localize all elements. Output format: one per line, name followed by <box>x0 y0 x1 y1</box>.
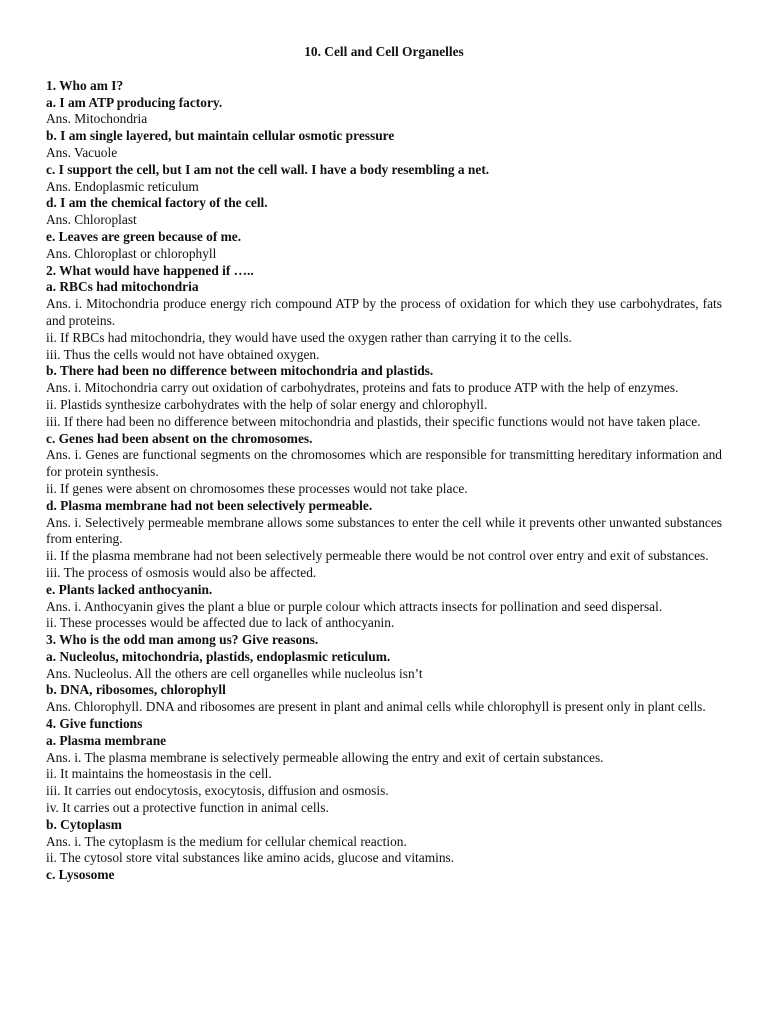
question-heading: 2. What would have happened if ….. <box>46 262 254 278</box>
answer-text: ii. If RBCs had mitochondria, they would have used the oxygen rather than carrying it to the cells. <box>46 329 572 345</box>
sub-question: c. Lysosome <box>46 867 115 883</box>
question-heading: 3. Who is the odd man among us? Give reasons. <box>46 632 319 648</box>
answer-text: iii. Thus the cells would not have obtained oxygen. <box>46 346 320 362</box>
answer-text: Ans. i. The cytoplasm is the medium for cellular chemical reaction. <box>46 833 407 849</box>
sub-question: b. I am single layered, but maintain cellular osmotic pressure <box>46 128 395 144</box>
answer-text: iii. If there had been no difference between mitochondria and plastids, their specific functions would not have taken place. <box>46 413 701 429</box>
answer-text: Ans. Nucleolus. All the others are cell organelles while nucleolus isn’t <box>46 665 423 681</box>
question-heading: 4. Give functions <box>46 716 143 732</box>
document-page <box>46 44 722 884</box>
answer-text: Ans. Mitochondria <box>46 111 148 127</box>
sub-question: a. RBCs had mitochondria <box>46 279 199 295</box>
sub-question: b. DNA, ribosomes, chlorophyll <box>46 682 226 698</box>
sub-question: b. Cytoplasm <box>46 816 122 832</box>
answer-text: Ans. i. Selectively permeable membrane allows some substances to enter the cell while it prevents other unwanted substances from entering. <box>46 514 722 547</box>
sub-question: e. Leaves are green because of me. <box>46 228 242 244</box>
sub-question: c. I support the cell, but I am not the cell wall. I have a body resembling a net. <box>46 161 490 177</box>
question-heading: 1. Who am I? <box>46 77 124 93</box>
answer-text: Ans. Vacuole <box>46 144 118 160</box>
sub-question: a. Plasma membrane <box>46 732 167 748</box>
sub-question: e. Plants lacked anthocyanin. <box>46 581 213 597</box>
answer-text: Ans. Chloroplast <box>46 212 137 228</box>
answer-text: Ans. i. The plasma membrane is selectively permeable allowing the entry and exit of certain substances. <box>46 749 604 765</box>
answer-text: Ans. Chloroplast or chlorophyll <box>46 245 217 261</box>
answer-text: iii. It carries out endocytosis, exocytosis, diffusion and osmosis. <box>46 783 389 799</box>
sub-question: c. Genes had been absent on the chromosomes. <box>46 430 313 446</box>
sub-question: b. There had been no difference between mitochondria and plastids. <box>46 363 434 379</box>
sub-question: a. I am ATP producing factory. <box>46 94 223 110</box>
answer-text: iv. It carries out a protective function in animal cells. <box>46 800 329 816</box>
answer-text: Ans. Endoplasmic reticulum <box>46 178 199 194</box>
sub-question: d. I am the chemical factory of the cell. <box>46 195 268 211</box>
sub-question: a. Nucleolus, mitochondria, plastids, endoplasmic reticulum. <box>46 648 391 664</box>
page-title: 10. Cell and Cell Organelles <box>304 44 464 59</box>
answer-text: Ans. i. Genes are functional segments on the chromosomes which are responsible for transmitting hereditary information and for protein synthesis. <box>46 447 722 480</box>
answer-text: ii. If genes were absent on chromosomes these processes would not take place. <box>46 480 468 496</box>
answer-text: Ans. i. Anthocyanin gives the plant a blue or purple colour which attracts insects for pollination and seed dispersal. <box>46 598 663 614</box>
answer-text: ii. These processes would be affected due to lack of anthocyanin. <box>46 615 395 631</box>
answer-text: Ans. Chlorophyll. DNA and ribosomes are present in plant and animal cells while chlorophyll is present only in plant cells. <box>46 699 706 715</box>
answer-text: ii. If the plasma membrane had not been selectively permeable there would be not control over entry and exit of substances. <box>46 548 709 564</box>
answer-text: ii. Plastids synthesize carbohydrates with the help of solar energy and chlorophyll. <box>46 396 488 412</box>
document-content <box>46 78 722 884</box>
answer-text: Ans. i. Mitochondria produce energy rich compound ATP by the process of oxidation for which they use carbohydrates, fats and proteins. <box>46 296 722 328</box>
answer-text: Ans. i. Mitochondria carry out oxidation of carbohydrates, proteins and fats to produce ATP with the help of enzymes. <box>46 380 679 396</box>
answer-text: iii. The process of osmosis would also be affected. <box>46 564 317 580</box>
answer-text: ii. It maintains the homeostasis in the cell. <box>46 766 272 782</box>
sub-question: d. Plasma membrane had not been selectively permeable. <box>46 497 373 513</box>
answer-text: ii. The cytosol store vital substances like amino acids, glucose and vitamins. <box>46 850 455 866</box>
